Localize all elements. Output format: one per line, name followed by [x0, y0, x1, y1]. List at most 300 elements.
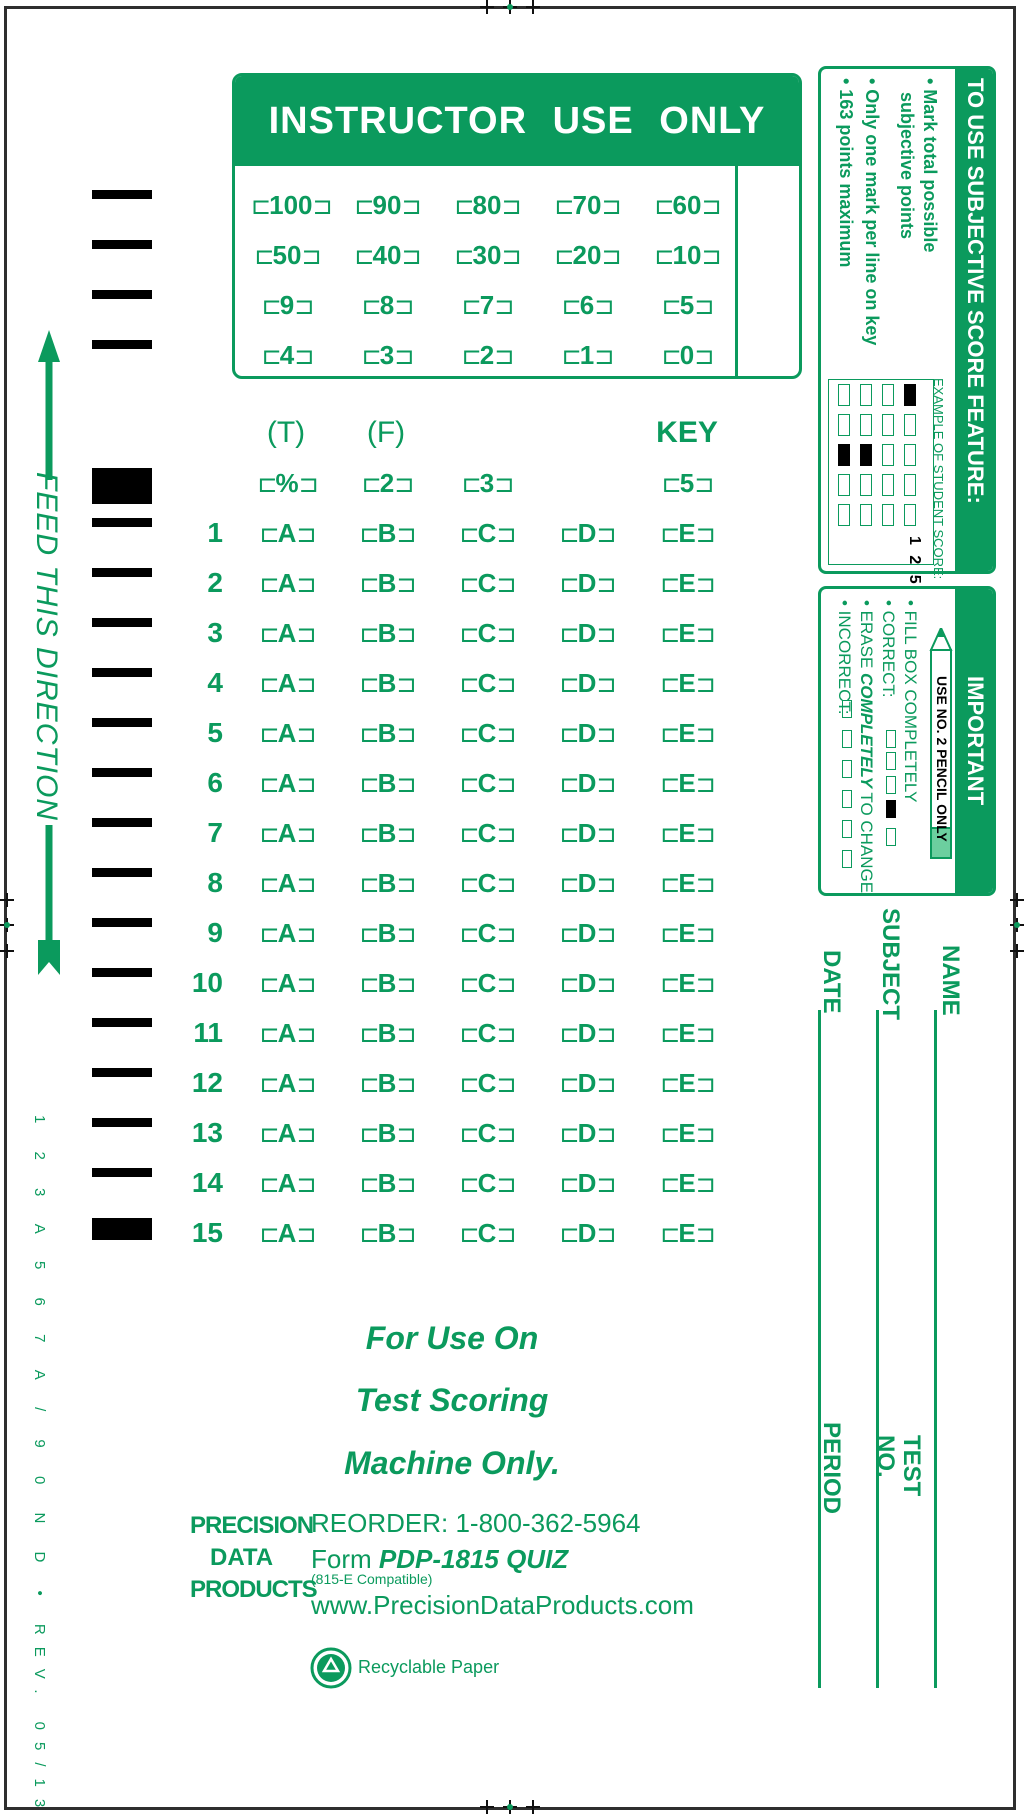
key-header: KEY [656, 416, 718, 449]
timing-mark [92, 818, 152, 827]
timing-mark [92, 568, 152, 577]
score-bubble[interactable]: ⊏60⊐ [654, 190, 720, 220]
bubble-label: 3 [379, 340, 395, 370]
subjective-bullet-1: • Mark total possible [920, 78, 940, 253]
bubble-label: % [275, 468, 299, 498]
question-number: 2 [207, 567, 223, 598]
question-number: 9 [207, 917, 223, 948]
question-number: 15 [191, 1217, 223, 1248]
bubble-label: A [277, 718, 297, 748]
bubble-label: 5 [679, 290, 695, 320]
registration-mark [480, 1800, 494, 1814]
answer-bubble[interactable]: ⊏A⊐ [259, 718, 315, 748]
machine-line-2: Test Scoring [355, 1382, 549, 1418]
example-bubble [904, 384, 916, 406]
registration-mark [503, 0, 517, 14]
score-bubble[interactable]: ⊏10⊐ [654, 240, 720, 270]
score-bubble[interactable]: ⊏80⊐ [454, 190, 520, 220]
timing-mark [92, 240, 152, 249]
example-bubble [860, 444, 872, 466]
bubble-label: 8 [379, 290, 395, 320]
answer-bubble[interactable]: ⊏A⊐ [259, 618, 315, 648]
bubble-label: 90 [372, 190, 402, 220]
timing-mark [92, 1018, 152, 1027]
registration-mark [0, 893, 14, 907]
answer-bubble[interactable]: ⊏D⊐ [559, 568, 615, 598]
answer-bubble[interactable]: ⊏A⊐ [259, 1218, 315, 1248]
bubble-label: B [377, 518, 397, 548]
bubble-label: A [277, 618, 297, 648]
answer-bubble[interactable]: ⊏A⊐ [259, 918, 315, 948]
incorrect-mark-example [842, 820, 852, 838]
answer-bubble[interactable]: ⊏C⊐ [459, 518, 515, 548]
logo-line: PRODUCTS [190, 1576, 317, 1603]
answer-bubble[interactable]: ⊏D⊐ [559, 668, 615, 698]
bubble-label: D [577, 718, 597, 748]
registration-mark [0, 944, 14, 958]
subjective-bullet-2: • Only one mark per line on key [862, 78, 882, 346]
answer-bubble[interactable]: ⊏C⊐ [459, 568, 515, 598]
answer-bubble[interactable]: ⊏B⊐ [359, 918, 415, 948]
bubble-label: C [477, 618, 497, 648]
bubble-label: D [577, 568, 597, 598]
answer-bubble[interactable]: ⊏B⊐ [359, 718, 415, 748]
registration-mark [526, 0, 540, 14]
answer-bubble[interactable]: ⊏C⊐ [459, 968, 515, 998]
score-bubble[interactable]: ⊏4⊐ [261, 340, 313, 370]
subject-label: SUBJECT [877, 908, 904, 1021]
timing-mark [92, 190, 152, 199]
important-line-3 [856, 600, 876, 893]
answer-bubble[interactable]: ⊏D⊐ [559, 1218, 615, 1248]
bubble-label: C [477, 818, 497, 848]
bubble-label: E [678, 968, 696, 998]
registration-mark [1010, 918, 1024, 932]
bubble-label: C [477, 568, 497, 598]
bubble-label: A [277, 868, 297, 898]
timing-mark [92, 1168, 152, 1177]
score-bubble[interactable]: ⊏7⊐ [461, 290, 513, 320]
bubble-label: E [678, 1218, 696, 1248]
bubble-label: 6 [579, 290, 595, 320]
answer-bubble[interactable]: ⊏B⊐ [359, 818, 415, 848]
example-bubble [904, 474, 916, 496]
question-number: 10 [191, 967, 223, 998]
timing-mark [92, 290, 152, 299]
score-bubble[interactable]: ⊏50⊐ [254, 240, 320, 270]
score-bubble[interactable]: ⊏9⊐ [261, 290, 313, 320]
answer-bubble[interactable]: ⊏D⊐ [559, 518, 615, 548]
answer-bubble[interactable]: ⊏E⊐ [660, 668, 714, 698]
bubble-label: 80 [472, 190, 502, 220]
bubble-label: A [277, 1118, 297, 1148]
bubble-label: C [477, 968, 497, 998]
timing-mark [92, 1118, 152, 1127]
subjective-bullet-3: • 163 points maximum [836, 78, 856, 268]
question-number: 1 [207, 517, 223, 548]
subjective-title: TO USE SUBJECTIVE SCORE FEATURE: [963, 78, 988, 504]
example-bubble [882, 444, 894, 466]
bubble-label: B [377, 618, 397, 648]
question-number: 7 [207, 817, 223, 848]
bubble-label: D [577, 1168, 597, 1198]
example-bubble [860, 414, 872, 436]
logo-line: DATA [210, 1544, 274, 1571]
answer-bubble[interactable]: ⊏E⊐ [660, 1218, 714, 1248]
bubble-label: C [477, 668, 497, 698]
bubble-label: 7 [479, 290, 495, 320]
answer-bubble[interactable]: ⊏C⊐ [459, 918, 515, 948]
bubble-label: D [577, 1218, 597, 1248]
answer-bubble[interactable]: ⊏D⊐ [559, 918, 615, 948]
machine-line-1: For Use On [365, 1320, 539, 1356]
example-bubble [860, 504, 872, 526]
example-bubble [838, 414, 850, 436]
answer-bubble[interactable]: ⊏E⊐ [660, 618, 714, 648]
bubble-label: E [678, 768, 696, 798]
question-number: 8 [207, 867, 223, 898]
timing-mark [92, 340, 152, 349]
score-bubble[interactable]: ⊏20⊐ [554, 240, 620, 270]
bubble-label: C [477, 1018, 497, 1048]
bubble-label: B [377, 968, 397, 998]
answer-bubble[interactable]: ⊏D⊐ [559, 718, 615, 748]
answer-bubble[interactable]: ⊏B⊐ [359, 1118, 415, 1148]
answer-bubble[interactable]: ⊏C⊐ [459, 618, 515, 648]
bubble-label: D [577, 618, 597, 648]
answer-bubble[interactable]: ⊏C⊐ [459, 1118, 515, 1148]
score-bubble[interactable]: ⊏3⊐ [361, 340, 413, 370]
score-bubble[interactable]: ⊏8⊐ [361, 290, 413, 320]
bubble-label: A [277, 568, 297, 598]
question-number: 6 [207, 767, 223, 798]
answer-bubble[interactable]: ⊏B⊐ [359, 968, 415, 998]
answer-bubble[interactable]: ⊏A⊐ [259, 1168, 315, 1198]
website-link[interactable]: www.PrecisionDataProducts.com [311, 1590, 694, 1620]
answer-bubble[interactable]: ⊏C⊐ [459, 1068, 515, 1098]
date-line[interactable] [818, 1010, 821, 1688]
answer-bubble[interactable]: ⊏A⊐ [259, 568, 315, 598]
bubble-label: 4 [279, 340, 295, 370]
score-bubble[interactable]: ⊏6⊐ [561, 290, 613, 320]
feed-direction-text: FEED THIS DIRECTION [30, 472, 63, 822]
answer-bubble[interactable]: ⊏B⊐ [359, 1218, 415, 1248]
period-label: PERIOD [818, 1422, 845, 1515]
score-bubble[interactable]: ⊏1⊐ [561, 340, 613, 370]
instructor-title: INSTRUCTOR USE ONLY [235, 76, 799, 166]
registration-mark [480, 0, 494, 14]
form-name: PDP-1815 QUIZ [378, 1544, 569, 1574]
registration-mark [0, 918, 14, 932]
answer-bubble[interactable]: ⊏A⊐ [259, 868, 315, 898]
answer-bubble[interactable]: ⊏E⊐ [660, 1168, 714, 1198]
answer-bubble[interactable]: ⊏E⊐ [660, 518, 714, 548]
example-bubble [860, 474, 872, 496]
incorrect-mark-example [842, 700, 852, 718]
bubble-label: E [678, 668, 696, 698]
correct-mark-example [886, 730, 896, 748]
name-label: NAME [937, 945, 964, 1016]
answer-bubble[interactable]: ⊏B⊐ [359, 868, 415, 898]
bubble-label: C [477, 1218, 497, 1248]
bubble-label: 70 [572, 190, 602, 220]
example-bubble [838, 444, 850, 466]
answer-bubble[interactable]: ⊏B⊐ [359, 768, 415, 798]
registration-mark [503, 1800, 517, 1814]
answer-bubble[interactable]: ⊏D⊐ [559, 1168, 615, 1198]
answer-bubble[interactable]: ⊏E⊐ [660, 1118, 714, 1148]
answer-bubble[interactable]: ⊏A⊐ [259, 768, 315, 798]
bubble-label: E [678, 568, 696, 598]
bubble-label: D [577, 1018, 597, 1048]
correct-mark-example [886, 752, 896, 770]
answer-bubble[interactable]: ⊏A⊐ [259, 668, 315, 698]
false-header: (F) [366, 416, 406, 449]
example-bubble [860, 384, 872, 406]
answer-bubble[interactable]: ⊏B⊐ [359, 568, 415, 598]
score-type-bubble[interactable]: ⊏3⊐ [461, 468, 513, 498]
bubble-label: C [477, 918, 497, 948]
bubble-label: B [377, 1168, 397, 1198]
question-number: 14 [191, 1167, 223, 1198]
example-bubble [882, 414, 894, 436]
example-bubble [904, 444, 916, 466]
timing-mark [92, 868, 152, 877]
answer-bubble[interactable]: ⊏C⊐ [459, 1218, 515, 1248]
erase-prefix: • ERASE [857, 600, 876, 674]
bubble-label: A [277, 518, 297, 548]
answer-bubble[interactable]: ⊏E⊐ [660, 968, 714, 998]
timing-mark [92, 768, 152, 777]
answer-bubble[interactable]: ⊏E⊐ [660, 768, 714, 798]
bubble-label: C [477, 518, 497, 548]
bubble-label: 10 [672, 240, 702, 270]
answer-bubble[interactable]: ⊏C⊐ [459, 818, 515, 848]
answer-bubble[interactable]: ⊏B⊐ [359, 1018, 415, 1048]
bubble-label: B [377, 1118, 397, 1148]
timing-mark [92, 718, 152, 727]
divider [735, 166, 738, 376]
answer-bubble[interactable]: ⊏B⊐ [359, 668, 415, 698]
answer-bubble[interactable]: ⊏A⊐ [259, 968, 315, 998]
example-bubble [838, 384, 850, 406]
example-bubble [838, 474, 850, 496]
erase-emphasis: COMPLETELY [857, 673, 876, 788]
score-bubble[interactable]: ⊏70⊐ [554, 190, 620, 220]
answer-bubble[interactable]: ⊏D⊐ [559, 768, 615, 798]
timing-mark [92, 918, 152, 927]
bubble-label: D [577, 668, 597, 698]
answer-bubble[interactable]: ⊏E⊐ [660, 718, 714, 748]
answer-bubble[interactable]: ⊏C⊐ [459, 718, 515, 748]
answer-bubble[interactable]: ⊏A⊐ [259, 818, 315, 848]
answer-bubble[interactable]: ⊏E⊐ [660, 918, 714, 948]
bubble-label: 30 [472, 240, 502, 270]
bubble-label: C [477, 1118, 497, 1148]
compat-note: (815-E Compatible) [311, 1571, 433, 1587]
form-code: 1 2 3 A 5 6 7 A / 9 0 N D • REV. 05/13 [31, 1115, 48, 1819]
bubble-label: B [377, 818, 397, 848]
timing-mark [92, 1218, 152, 1240]
bubble-label: A [277, 1068, 297, 1098]
question-number: 11 [193, 1017, 223, 1048]
bubble-label: A [277, 968, 297, 998]
bubble-label: C [477, 768, 497, 798]
bubble-label: 50 [272, 240, 302, 270]
registration-mark [1010, 944, 1024, 958]
answer-bubble[interactable]: ⊏A⊐ [259, 1068, 315, 1098]
form-prefix: Form [311, 1544, 379, 1574]
correct-mark-example [886, 800, 896, 818]
answer-bubble[interactable]: ⊏C⊐ [459, 1018, 515, 1048]
answer-bubble[interactable]: ⊏E⊐ [660, 868, 714, 898]
answer-bubble[interactable]: ⊏B⊐ [359, 1168, 415, 1198]
timing-mark [92, 668, 152, 677]
timing-mark [92, 518, 152, 527]
bubble-label: B [377, 1068, 397, 1098]
answer-bubble[interactable]: ⊏D⊐ [559, 968, 615, 998]
answer-bubble[interactable]: ⊏C⊐ [459, 1168, 515, 1198]
timing-mark [92, 618, 152, 627]
answer-bubble[interactable]: ⊏C⊐ [459, 768, 515, 798]
answer-bubble[interactable]: ⊏A⊐ [259, 1118, 315, 1148]
answer-bubble[interactable]: ⊏A⊐ [259, 518, 315, 548]
bubble-label: 3 [479, 468, 495, 498]
question-number: 4 [207, 667, 223, 698]
recycle-icon [310, 1647, 352, 1689]
bubble-label: B [377, 768, 397, 798]
question-number: 3 [207, 617, 223, 648]
answer-bubble[interactable]: ⊏B⊐ [359, 1068, 415, 1098]
answer-bubble[interactable]: ⊏A⊐ [259, 1018, 315, 1048]
answer-bubble[interactable]: ⊏E⊐ [660, 568, 714, 598]
answer-bubble[interactable]: ⊏D⊐ [559, 1118, 615, 1148]
logo-line: PRECISION [190, 1512, 314, 1539]
score-bubble[interactable]: ⊏40⊐ [354, 240, 420, 270]
bubble-label: B [377, 668, 397, 698]
bubble-label: C [477, 718, 497, 748]
bubble-label: E [678, 518, 696, 548]
pencil-label: USE NO. 2 PENCIL ONLY [934, 676, 950, 842]
answer-bubble[interactable]: ⊏C⊐ [459, 668, 515, 698]
score-bubble[interactable]: ⊏0⊐ [661, 340, 713, 370]
bubble-label: A [277, 768, 297, 798]
bubble-label: B [377, 1218, 397, 1248]
answer-bubble[interactable]: ⊏D⊐ [559, 1068, 615, 1098]
incorrect-mark-example [842, 730, 852, 748]
bubble-label: E [678, 868, 696, 898]
question-number: 12 [191, 1067, 223, 1098]
bubble-label: A [277, 1168, 297, 1198]
score-type-bubble[interactable]: ⊏%⊐ [257, 468, 317, 498]
bubble-label: 2 [479, 340, 495, 370]
score-bubble[interactable]: ⊏100⊐ [251, 190, 331, 220]
question-number: 5 [207, 717, 223, 748]
bubble-label: E [678, 918, 696, 948]
bubble-label: D [577, 918, 597, 948]
example-bubble [882, 474, 894, 496]
important-line-4: • INCORRECT: [835, 600, 854, 715]
bubble-label: D [577, 768, 597, 798]
answer-bubble[interactable]: ⊏D⊐ [559, 1018, 615, 1048]
bubble-label: B [377, 868, 397, 898]
bubble-label: 40 [372, 240, 402, 270]
timing-mark [92, 968, 152, 977]
bubble-label: B [377, 568, 397, 598]
bubble-label: A [277, 1018, 297, 1048]
bubble-label: B [377, 918, 397, 948]
answer-bubble[interactable]: ⊏D⊐ [559, 618, 615, 648]
incorrect-mark-example [842, 760, 852, 778]
example-bubble [882, 504, 894, 526]
company-logo [190, 1510, 317, 1606]
score-bubble[interactable]: ⊏90⊐ [354, 190, 420, 220]
answer-bubble[interactable]: ⊏B⊐ [359, 618, 415, 648]
example-label: EXAMPLE OF STUDENT SCORE: [931, 378, 946, 580]
bubble-label: 0 [679, 340, 695, 370]
bubble-label: B [377, 718, 397, 748]
bubble-label: 20 [572, 240, 602, 270]
recycle-label: Recyclable Paper [358, 1657, 500, 1677]
bubble-label: E [678, 718, 696, 748]
score-type-bubble[interactable]: ⊏2⊐ [361, 468, 413, 498]
score-bubble[interactable]: ⊏30⊐ [454, 240, 520, 270]
score-bubble[interactable]: ⊏5⊐ [661, 290, 713, 320]
answer-bubble[interactable]: ⊏E⊐ [660, 818, 714, 848]
name-line[interactable] [934, 1010, 937, 1688]
bubble-label: D [577, 818, 597, 848]
answer-bubble[interactable]: ⊏E⊐ [660, 1068, 714, 1098]
answer-bubble[interactable]: ⊏D⊐ [559, 868, 615, 898]
bubble-label: B [377, 1018, 397, 1048]
timing-mark [92, 468, 152, 504]
erase-suffix: TO CHANGE [857, 787, 876, 894]
bubble-label: A [277, 818, 297, 848]
bubble-label: C [477, 1168, 497, 1198]
bubble-label: A [277, 1218, 297, 1248]
answer-bubble[interactable]: ⊏E⊐ [660, 1018, 714, 1048]
score-type-bubble[interactable]: ⊏5⊐ [661, 468, 713, 498]
important-line-2: • CORRECT: [879, 600, 898, 698]
answer-bubble[interactable]: ⊏B⊐ [359, 518, 415, 548]
bubble-label: 100 [269, 190, 313, 220]
bubble-label: E [678, 1168, 696, 1198]
bubble-label: C [477, 1068, 497, 1098]
registration-mark [1010, 893, 1024, 907]
bubble-label: E [678, 618, 696, 648]
registration-mark [526, 1800, 540, 1814]
bubble-label: D [577, 868, 597, 898]
bubble-label: E [678, 1118, 696, 1148]
correct-mark-example [886, 828, 896, 846]
reorder-phone: REORDER: 1-800-362-5964 [311, 1508, 641, 1538]
example-score: 1 2 5 [906, 536, 923, 587]
example-bubble [904, 414, 916, 436]
test-no-label: TEST NO. [872, 1435, 925, 1497]
bubble-label: E [678, 1068, 696, 1098]
score-bubble[interactable]: ⊏2⊐ [461, 340, 513, 370]
bubble-label: E [678, 818, 696, 848]
answer-bubble[interactable]: ⊏C⊐ [459, 868, 515, 898]
subject-line[interactable] [876, 1010, 879, 1688]
bubble-label: 5 [679, 468, 695, 498]
important-line-1: • FILL BOX COMPLETELY [901, 600, 920, 803]
answer-bubble[interactable]: ⊏D⊐ [559, 818, 615, 848]
question-number: 13 [191, 1117, 223, 1148]
timing-mark [92, 1068, 152, 1077]
incorrect-mark-example [842, 790, 852, 808]
true-header: (T) [266, 416, 306, 449]
